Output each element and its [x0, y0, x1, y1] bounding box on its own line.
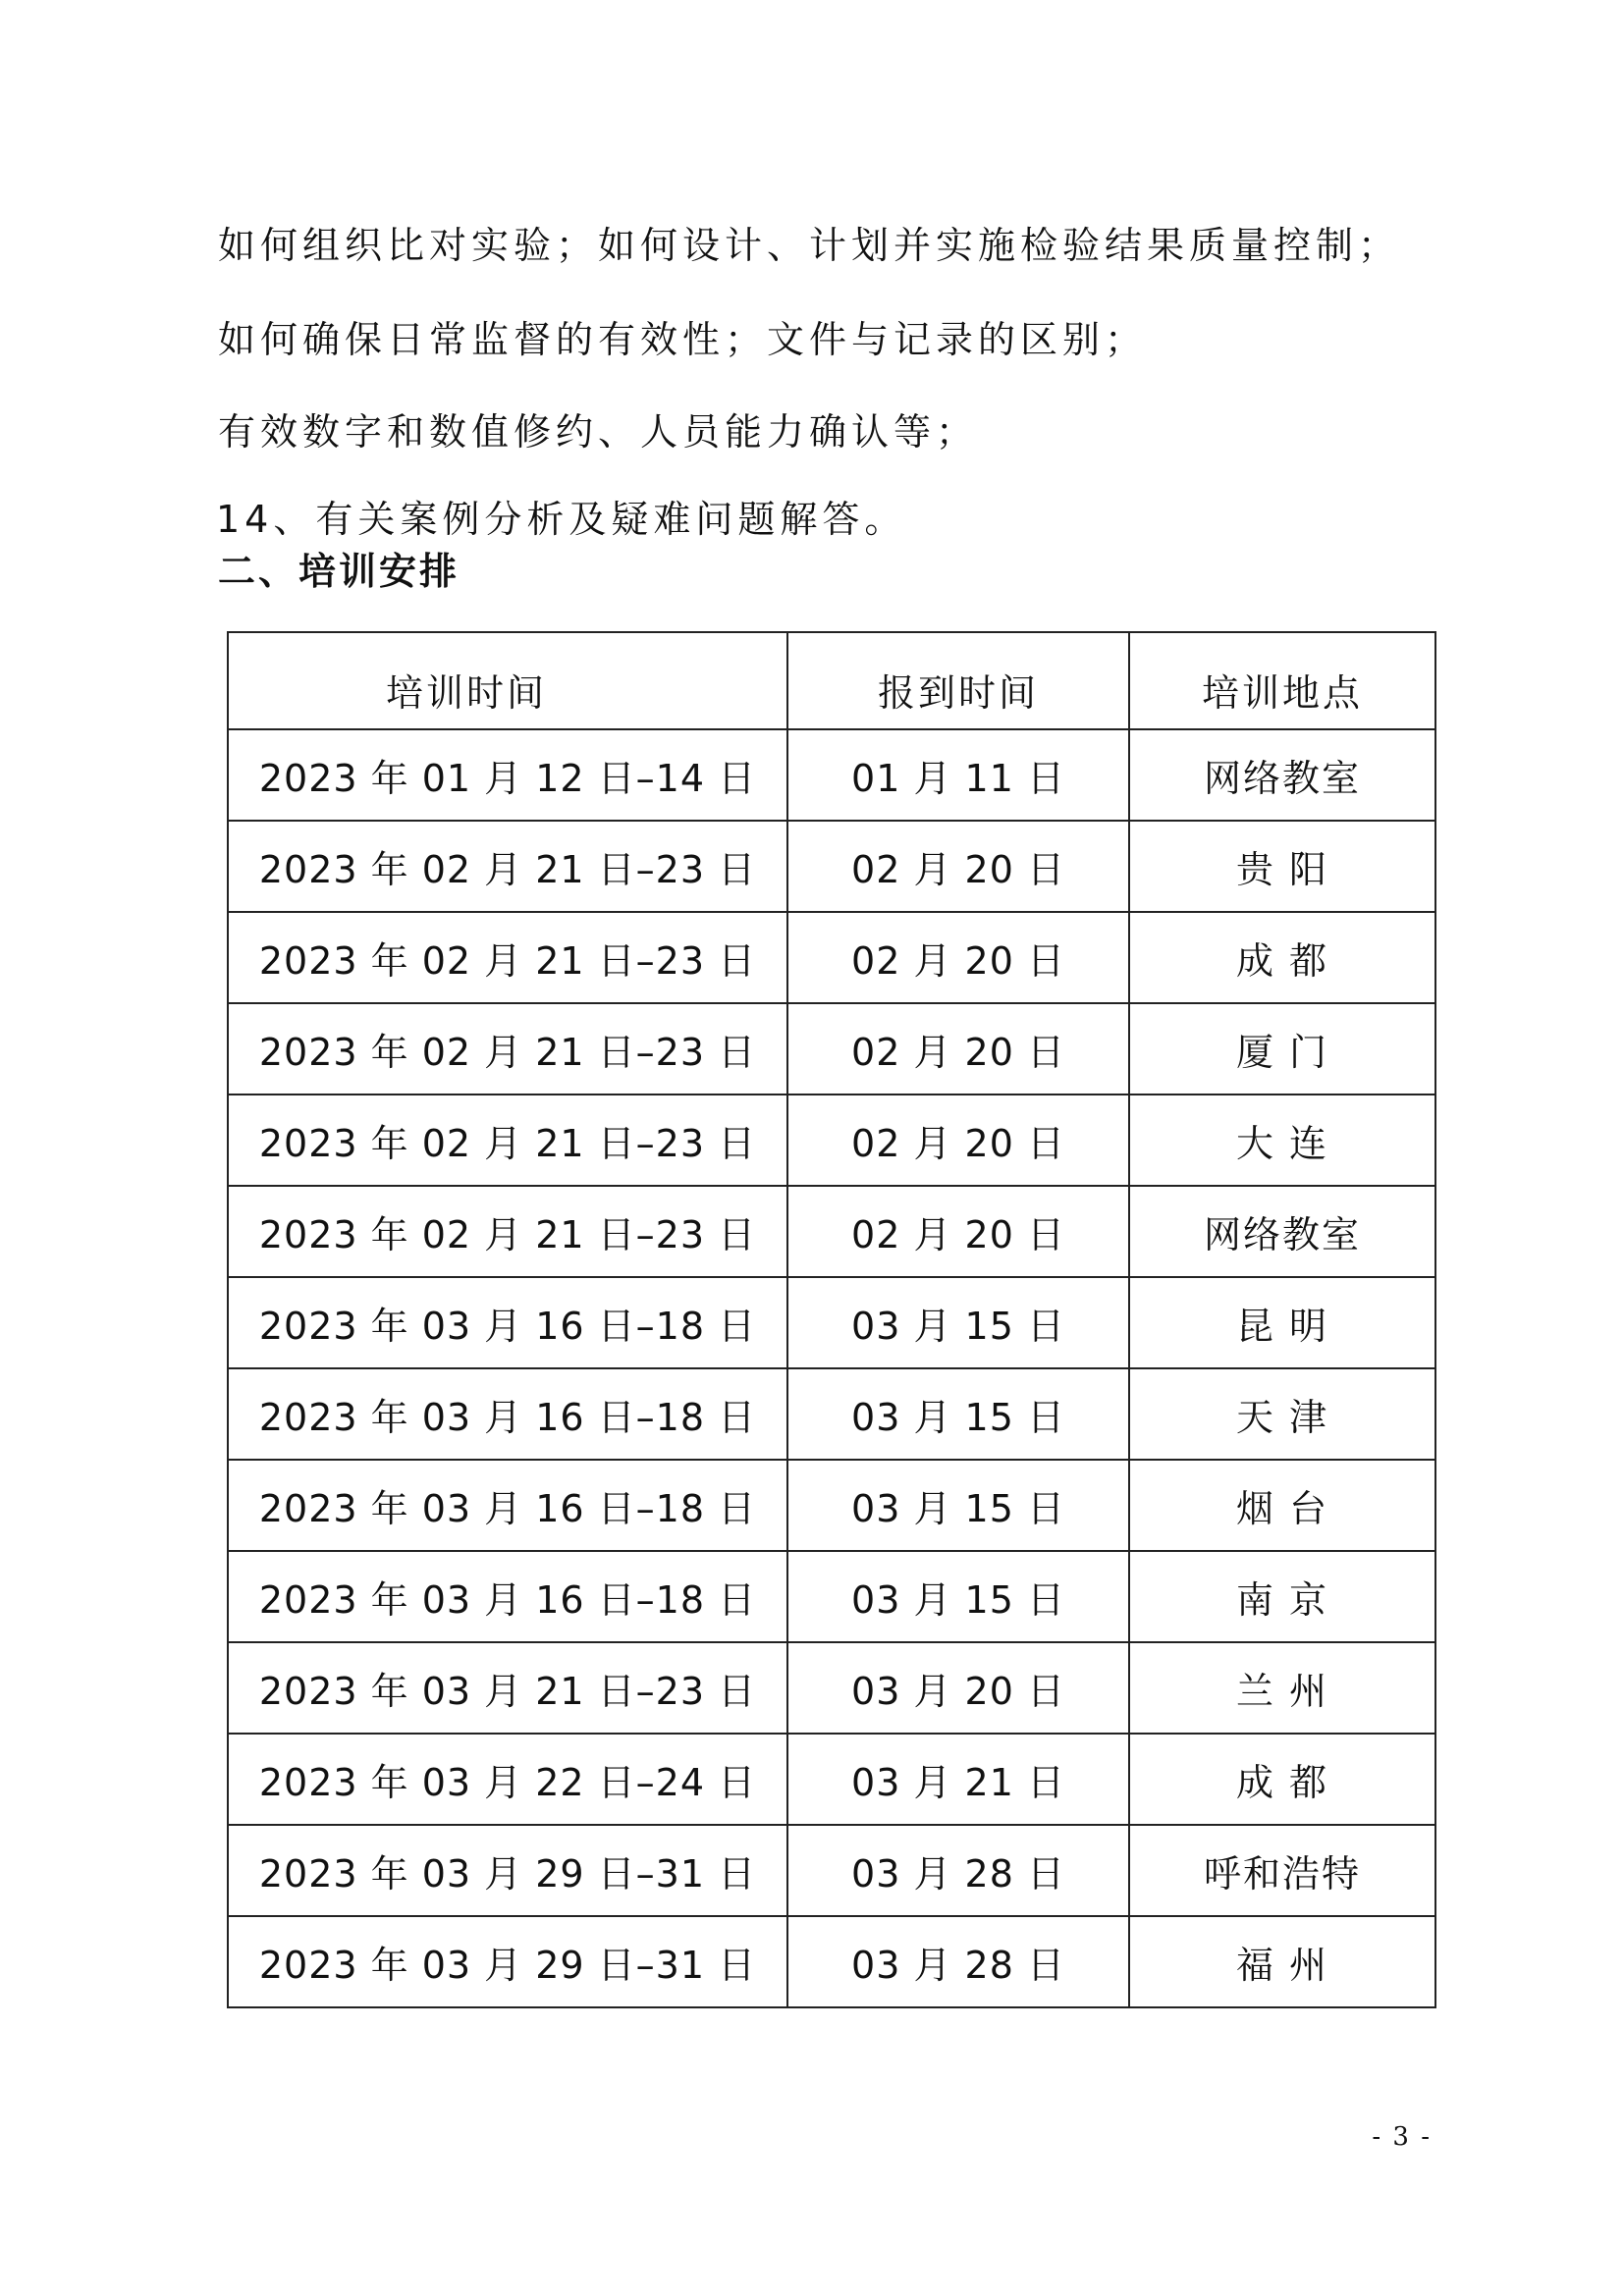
cell-checkin-time: 03 月 28 日	[787, 1916, 1129, 2007]
header-checkin-time: 报到时间	[787, 632, 1129, 729]
body-paragraph-4: 14、有关案例分析及疑难问题解答。	[216, 498, 907, 541]
cell-checkin-time: 03 月 28 日	[787, 1825, 1129, 1916]
cell-training-location: 烟 台	[1129, 1460, 1435, 1551]
cell-checkin-time: 03 月 15 日	[787, 1368, 1129, 1460]
body-paragraph-1: 如何组织比对实验；如何设计、计划并实施检验结果质量控制；	[218, 224, 1401, 267]
table-row	[228, 912, 1435, 1003]
cell-checkin-time: 03 月 21 日	[787, 1734, 1129, 1825]
cell-checkin-time: 02 月 20 日	[787, 912, 1129, 1003]
table-row	[228, 1460, 1435, 1551]
table-row	[228, 1277, 1435, 1368]
table-row	[228, 1642, 1435, 1734]
cell-checkin-time: 02 月 20 日	[787, 1003, 1129, 1095]
cell-checkin-time: 03 月 15 日	[787, 1460, 1129, 1551]
table-header-row	[228, 632, 1435, 729]
cell-training-time: 2023 年 03 月 22 日–24 日	[228, 1734, 787, 1825]
cell-training-location: 福 州	[1129, 1916, 1435, 2007]
cell-training-location: 大 连	[1129, 1095, 1435, 1186]
cell-training-time: 2023 年 01 月 12 日–14 日	[228, 729, 787, 821]
cell-training-time: 2023 年 03 月 16 日–18 日	[228, 1368, 787, 1460]
table-row	[228, 821, 1435, 912]
table-row	[228, 1916, 1435, 2007]
cell-training-time: 2023 年 02 月 21 日–23 日	[228, 821, 787, 912]
cell-training-time: 2023 年 02 月 21 日–23 日	[228, 1095, 787, 1186]
cell-training-location: 贵 阳	[1129, 821, 1435, 912]
cell-checkin-time: 01 月 11 日	[787, 729, 1129, 821]
body-paragraph-3: 有效数字和数值修约、人员能力确认等；	[218, 410, 979, 454]
cell-training-location: 厦 门	[1129, 1003, 1435, 1095]
header-training-location: 培训地点	[1129, 632, 1435, 729]
cell-checkin-time: 03 月 15 日	[787, 1277, 1129, 1368]
cell-training-location: 成 都	[1129, 912, 1435, 1003]
table-row	[228, 1186, 1435, 1277]
cell-training-location: 网络教室	[1129, 1186, 1435, 1277]
cell-training-time: 2023 年 02 月 21 日–23 日	[228, 912, 787, 1003]
cell-checkin-time: 03 月 20 日	[787, 1642, 1129, 1734]
cell-training-time: 2023 年 03 月 16 日–18 日	[228, 1277, 787, 1368]
table-row	[228, 1734, 1435, 1825]
table-row	[228, 1368, 1435, 1460]
page-number: - 3 -	[1372, 2122, 1432, 2152]
cell-training-time: 2023 年 03 月 16 日–18 日	[228, 1460, 787, 1551]
table-row	[228, 1095, 1435, 1186]
cell-training-location: 天 津	[1129, 1368, 1435, 1460]
cell-training-time: 2023 年 03 月 29 日–31 日	[228, 1916, 787, 2007]
cell-training-location: 南 京	[1129, 1551, 1435, 1642]
cell-training-location: 网络教室	[1129, 729, 1435, 821]
cell-checkin-time: 03 月 15 日	[787, 1551, 1129, 1642]
cell-training-time: 2023 年 03 月 29 日–31 日	[228, 1825, 787, 1916]
table-row	[228, 1003, 1435, 1095]
cell-training-time: 2023 年 03 月 16 日–18 日	[228, 1551, 787, 1642]
cell-checkin-time: 02 月 20 日	[787, 1186, 1129, 1277]
table-row	[228, 1825, 1435, 1916]
cell-training-location: 兰 州	[1129, 1642, 1435, 1734]
cell-training-location: 昆 明	[1129, 1277, 1435, 1368]
cell-checkin-time: 02 月 20 日	[787, 821, 1129, 912]
cell-training-location: 呼和浩特	[1129, 1825, 1435, 1916]
body-paragraph-2: 如何确保日常监督的有效性；文件与记录的区别；	[218, 318, 1148, 361]
cell-training-location: 成 都	[1129, 1734, 1435, 1825]
table-row	[228, 729, 1435, 821]
training-schedule-table	[227, 631, 1436, 2008]
cell-training-time: 2023 年 02 月 21 日–23 日	[228, 1003, 787, 1095]
cell-training-time: 2023 年 03 月 21 日–23 日	[228, 1642, 787, 1734]
table-body	[228, 729, 1435, 2007]
cell-checkin-time: 02 月 20 日	[787, 1095, 1129, 1186]
cell-training-time: 2023 年 02 月 21 日–23 日	[228, 1186, 787, 1277]
table-row	[228, 1551, 1435, 1642]
header-training-time: 培训时间	[228, 632, 787, 729]
section-heading: 二、培训安排	[218, 550, 460, 593]
